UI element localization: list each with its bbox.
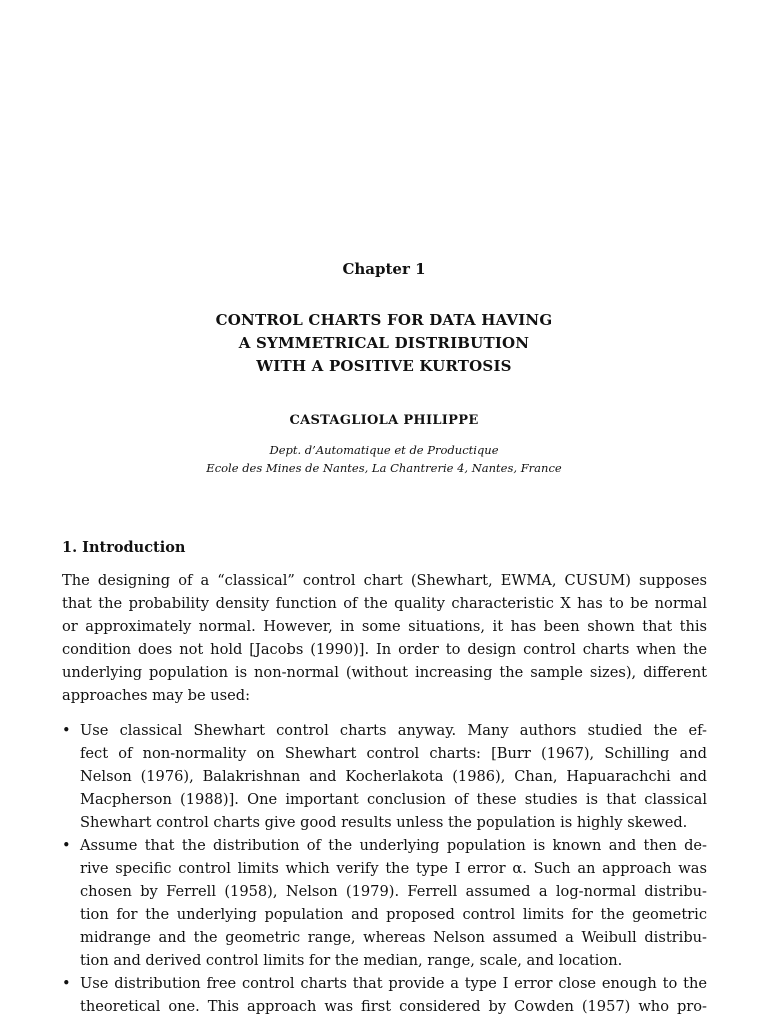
- title-line-2: A SYMMETRICAL DISTRIBUTION: [238, 334, 530, 352]
- section-heading: 1. Introduction: [62, 539, 186, 556]
- affiliation-line-2: Ecole des Mines de Nantes, La Chantrerie 4, Nantes, France: [206, 461, 562, 475]
- bullet-line: Use distribution free control charts that provide a type I error close enough to the: [80, 975, 707, 992]
- bullet-marker: •: [62, 975, 71, 992]
- author-name: CASTAGLIOLA PHILIPPE: [289, 413, 479, 428]
- bullet-line: rive specific control limits which verify the type I error α. Such an approach was: [80, 860, 707, 877]
- affiliation: [0, 441, 768, 477]
- bullet-line: Shewhart control charts give good results unless the population is highly skewed.: [80, 814, 688, 831]
- bullet-list: [62, 719, 707, 1018]
- bullet-marker: •: [62, 722, 71, 739]
- bullet-item: [62, 719, 707, 834]
- bullet-line: Assume that the distribution of the underlying population is known and then de-: [80, 837, 707, 854]
- title-line-1: CONTROL CHARTS FOR DATA HAVING: [215, 311, 553, 329]
- bullet-line: Use classical Shewhart control charts anyway. Many authors studied the ef-: [80, 722, 707, 739]
- intro-line: approaches may be used:: [62, 687, 251, 704]
- intro-line: The designing of a “classical” control chart (Shewhart, EWMA, CUSUM) supposes: [62, 572, 707, 589]
- bullet-item: [62, 834, 707, 972]
- bullet-line: Macpherson (1988)]. One important conclusion of these studies is that classical: [80, 791, 707, 808]
- bullet-line: Nelson (1976), Balakrishnan and Kocherlakota (1986), Chan, Hapuarachchi and: [80, 768, 707, 785]
- chapter-title: [0, 309, 768, 378]
- title-line-3: WITH A POSITIVE KURTOSIS: [256, 357, 512, 375]
- intro-line: underlying population is non-normal (without increasing the sample sizes), different: [62, 664, 707, 681]
- bullet-line: chosen by Ferrell (1958), Nelson (1979). Ferrell assumed a log-normal distribu-: [80, 883, 707, 900]
- bullet-line: theoretical one. This approach was first considered by Cowden (1957) who pro-: [80, 998, 707, 1015]
- intro-line: condition does not hold [Jacobs (1990)]. In order to design control charts when the: [62, 641, 707, 658]
- intro-line: that the probability density function of the quality characteristic X has to be normal: [62, 595, 707, 612]
- bullet-line: tion and derived control limits for the median, range, scale, and location.: [80, 952, 623, 969]
- bullet-line: fect of non-normality on Shewhart control charts: [Burr (1967), Schilling and: [80, 745, 707, 762]
- affiliation-line-1: Dept. d’Automatique et de Productique: [269, 443, 499, 457]
- bullet-marker: •: [62, 837, 71, 854]
- bullet-line: tion for the underlying population and proposed control limits for the geometric: [80, 906, 707, 923]
- intro-line: or approximately normal. However, in some situations, it has been shown that this: [62, 618, 707, 635]
- chapter-label: Chapter 1: [342, 260, 426, 278]
- bullet-item: [62, 972, 707, 1018]
- bullet-line: midrange and the geometric range, whereas Nelson assumed a Weibull distribu-: [80, 929, 707, 946]
- intro-paragraph: [62, 569, 707, 707]
